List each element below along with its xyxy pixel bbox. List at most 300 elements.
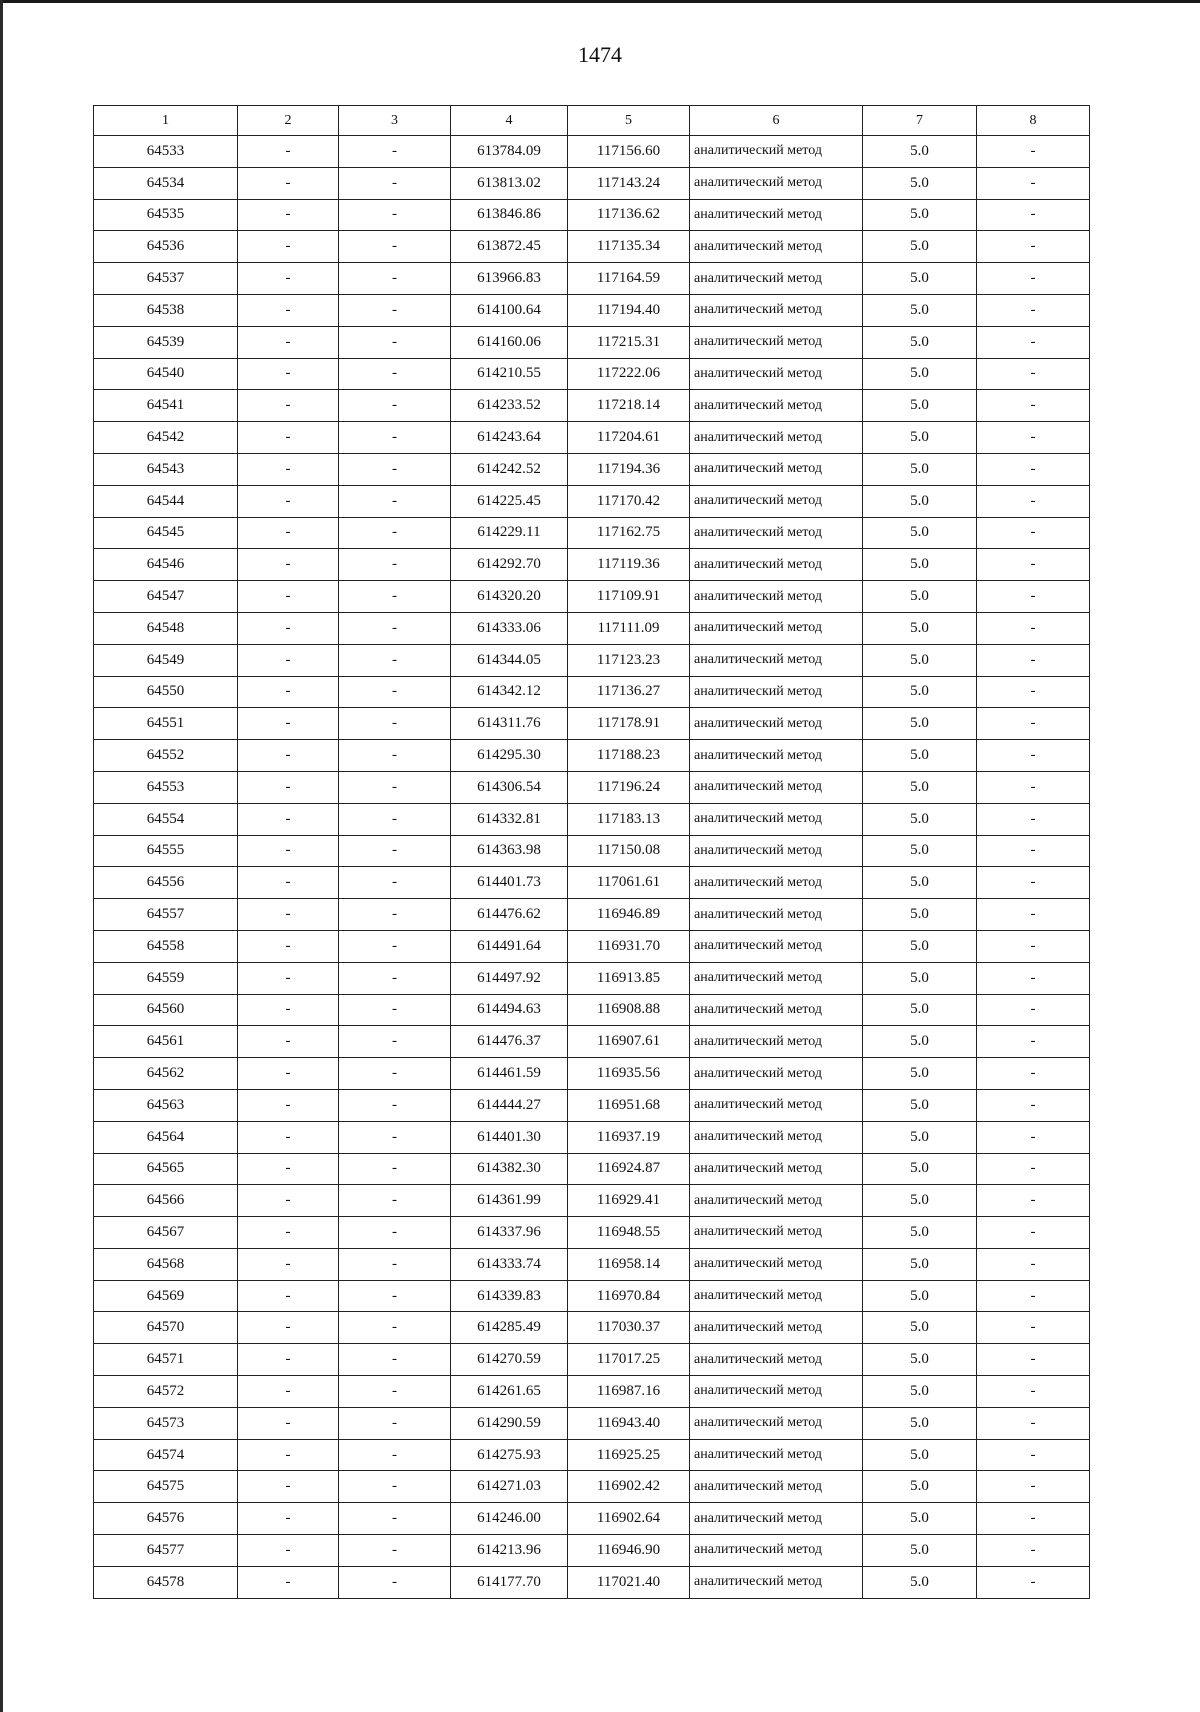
y-coordinate-cell: 117156.60	[568, 136, 690, 168]
x-coordinate-cell: 614229.11	[451, 517, 568, 549]
col-2-value-cell: -	[238, 708, 339, 740]
table-row	[94, 294, 1090, 326]
x-coordinate-cell: 614342.12	[451, 676, 568, 708]
point-number-cell: 64549	[94, 644, 238, 676]
y-coordinate-cell: 116902.64	[568, 1503, 690, 1535]
table-row	[94, 1471, 1090, 1503]
accuracy-cell: 5.0	[863, 1503, 977, 1535]
point-number-cell: 64557	[94, 899, 238, 931]
table-row	[94, 390, 1090, 422]
y-coordinate-cell: 116946.89	[568, 899, 690, 931]
point-number-cell: 64540	[94, 358, 238, 390]
x-coordinate-cell: 614494.63	[451, 994, 568, 1026]
col-2-value-cell: -	[238, 390, 339, 422]
method-cell: аналитический метод	[690, 294, 863, 326]
col-2-value-cell: -	[238, 1089, 339, 1121]
col-8-value-cell: -	[977, 1439, 1090, 1471]
accuracy-cell: 5.0	[863, 1407, 977, 1439]
method-cell: аналитический метод	[690, 835, 863, 867]
x-coordinate-cell: 614210.55	[451, 358, 568, 390]
point-number-cell: 64538	[94, 294, 238, 326]
column-header-1: 1	[94, 106, 238, 136]
col-2-value-cell: -	[238, 1503, 339, 1535]
accuracy-cell: 5.0	[863, 899, 977, 931]
y-coordinate-cell: 117204.61	[568, 422, 690, 454]
col-3-value-cell: -	[339, 1026, 451, 1058]
col-3-value-cell: -	[339, 581, 451, 613]
col-8-value-cell: -	[977, 1344, 1090, 1376]
col-3-value-cell: -	[339, 1153, 451, 1185]
x-coordinate-cell: 614337.96	[451, 1217, 568, 1249]
accuracy-cell: 5.0	[863, 1153, 977, 1185]
method-cell: аналитический метод	[690, 136, 863, 168]
table-row	[94, 453, 1090, 485]
method-cell: аналитический метод	[690, 549, 863, 581]
x-coordinate-cell: 614290.59	[451, 1407, 568, 1439]
col-2-value-cell: -	[238, 1280, 339, 1312]
point-number-cell: 64559	[94, 962, 238, 994]
y-coordinate-cell: 116913.85	[568, 962, 690, 994]
table-row	[94, 1566, 1090, 1598]
method-cell: аналитический метод	[690, 803, 863, 835]
accuracy-cell: 5.0	[863, 867, 977, 899]
col-8-value-cell: -	[977, 1535, 1090, 1567]
point-number-cell: 64565	[94, 1153, 238, 1185]
method-cell: аналитический метод	[690, 962, 863, 994]
col-3-value-cell: -	[339, 358, 451, 390]
method-cell: аналитический метод	[690, 1026, 863, 1058]
col-2-value-cell: -	[238, 612, 339, 644]
point-number-cell: 64554	[94, 803, 238, 835]
accuracy-cell: 5.0	[863, 930, 977, 962]
col-3-value-cell: -	[339, 867, 451, 899]
col-2-value-cell: -	[238, 1344, 339, 1376]
table-row	[94, 1376, 1090, 1408]
col-8-value-cell: -	[977, 740, 1090, 772]
table-row	[94, 1089, 1090, 1121]
accuracy-cell: 5.0	[863, 1566, 977, 1598]
col-8-value-cell: -	[977, 835, 1090, 867]
col-2-value-cell: -	[238, 517, 339, 549]
col-2-value-cell: -	[238, 994, 339, 1026]
table-body	[94, 136, 1090, 1599]
col-8-value-cell: -	[977, 199, 1090, 231]
col-2-value-cell: -	[238, 867, 339, 899]
col-8-value-cell: -	[977, 994, 1090, 1026]
table-row	[94, 326, 1090, 358]
point-number-cell: 64576	[94, 1503, 238, 1535]
col-2-value-cell: -	[238, 644, 339, 676]
x-coordinate-cell: 614271.03	[451, 1471, 568, 1503]
col-3-value-cell: -	[339, 1407, 451, 1439]
point-number-cell: 64543	[94, 453, 238, 485]
y-coordinate-cell: 117194.40	[568, 294, 690, 326]
x-coordinate-cell: 614246.00	[451, 1503, 568, 1535]
x-coordinate-cell: 614311.76	[451, 708, 568, 740]
x-coordinate-cell: 614233.52	[451, 390, 568, 422]
y-coordinate-cell: 117150.08	[568, 835, 690, 867]
y-coordinate-cell: 116951.68	[568, 1089, 690, 1121]
point-number-cell: 64577	[94, 1535, 238, 1567]
method-cell: аналитический метод	[690, 1376, 863, 1408]
col-2-value-cell: -	[238, 1058, 339, 1090]
col-8-value-cell: -	[977, 1026, 1090, 1058]
accuracy-cell: 5.0	[863, 1471, 977, 1503]
accuracy-cell: 5.0	[863, 231, 977, 263]
point-number-cell: 64575	[94, 1471, 238, 1503]
table-row	[94, 867, 1090, 899]
page-number: 1474	[578, 42, 622, 67]
accuracy-cell: 5.0	[863, 199, 977, 231]
table-row	[94, 1535, 1090, 1567]
method-cell: аналитический метод	[690, 485, 863, 517]
col-3-value-cell: -	[339, 390, 451, 422]
col-3-value-cell: -	[339, 771, 451, 803]
table-row	[94, 485, 1090, 517]
accuracy-cell: 5.0	[863, 1089, 977, 1121]
accuracy-cell: 5.0	[863, 1217, 977, 1249]
x-coordinate-cell: 613966.83	[451, 263, 568, 295]
x-coordinate-cell: 614261.65	[451, 1376, 568, 1408]
point-number-cell: 64550	[94, 676, 238, 708]
method-cell: аналитический метод	[690, 1503, 863, 1535]
table-row	[94, 1439, 1090, 1471]
scan-top-edge	[0, 0, 1200, 3]
accuracy-cell: 5.0	[863, 453, 977, 485]
col-2-value-cell: -	[238, 1121, 339, 1153]
method-cell: аналитический метод	[690, 612, 863, 644]
accuracy-cell: 5.0	[863, 422, 977, 454]
col-2-value-cell: -	[238, 199, 339, 231]
col-8-value-cell: -	[977, 1471, 1090, 1503]
accuracy-cell: 5.0	[863, 676, 977, 708]
y-coordinate-cell: 116935.56	[568, 1058, 690, 1090]
x-coordinate-cell: 614363.98	[451, 835, 568, 867]
accuracy-cell: 5.0	[863, 581, 977, 613]
accuracy-cell: 5.0	[863, 1026, 977, 1058]
col-3-value-cell: -	[339, 899, 451, 931]
method-cell: аналитический метод	[690, 517, 863, 549]
table-row	[94, 231, 1090, 263]
col-8-value-cell: -	[977, 771, 1090, 803]
y-coordinate-cell: 117183.13	[568, 803, 690, 835]
accuracy-cell: 5.0	[863, 1312, 977, 1344]
column-header-5: 5	[568, 106, 690, 136]
point-number-cell: 64545	[94, 517, 238, 549]
table-row	[94, 1185, 1090, 1217]
table-row	[94, 1248, 1090, 1280]
y-coordinate-cell: 117109.91	[568, 581, 690, 613]
col-2-value-cell: -	[238, 1312, 339, 1344]
col-3-value-cell: -	[339, 1439, 451, 1471]
y-coordinate-cell: 116948.55	[568, 1217, 690, 1249]
col-8-value-cell: -	[977, 1503, 1090, 1535]
accuracy-cell: 5.0	[863, 1185, 977, 1217]
table-row	[94, 1153, 1090, 1185]
point-number-cell: 64571	[94, 1344, 238, 1376]
method-cell: аналитический метод	[690, 708, 863, 740]
col-8-value-cell: -	[977, 1566, 1090, 1598]
point-number-cell: 64553	[94, 771, 238, 803]
col-8-value-cell: -	[977, 1407, 1090, 1439]
table-row	[94, 1312, 1090, 1344]
col-2-value-cell: -	[238, 1217, 339, 1249]
y-coordinate-cell: 116946.90	[568, 1535, 690, 1567]
col-3-value-cell: -	[339, 1185, 451, 1217]
col-2-value-cell: -	[238, 1185, 339, 1217]
table-row	[94, 644, 1090, 676]
table-row	[94, 740, 1090, 772]
method-cell: аналитический метод	[690, 771, 863, 803]
accuracy-cell: 5.0	[863, 485, 977, 517]
point-number-cell: 64564	[94, 1121, 238, 1153]
col-3-value-cell: -	[339, 1058, 451, 1090]
accuracy-cell: 5.0	[863, 644, 977, 676]
col-8-value-cell: -	[977, 1185, 1090, 1217]
x-coordinate-cell: 614491.64	[451, 930, 568, 962]
col-8-value-cell: -	[977, 136, 1090, 168]
x-coordinate-cell: 614242.52	[451, 453, 568, 485]
col-2-value-cell: -	[238, 263, 339, 295]
col-3-value-cell: -	[339, 294, 451, 326]
point-number-cell: 64572	[94, 1376, 238, 1408]
col-2-value-cell: -	[238, 294, 339, 326]
col-8-value-cell: -	[977, 422, 1090, 454]
point-number-cell: 64547	[94, 581, 238, 613]
x-coordinate-cell: 614243.64	[451, 422, 568, 454]
col-3-value-cell: -	[339, 1535, 451, 1567]
col-8-value-cell: -	[977, 390, 1090, 422]
accuracy-cell: 5.0	[863, 1121, 977, 1153]
col-8-value-cell: -	[977, 1312, 1090, 1344]
col-3-value-cell: -	[339, 1121, 451, 1153]
method-cell: аналитический метод	[690, 1471, 863, 1503]
col-8-value-cell: -	[977, 358, 1090, 390]
method-cell: аналитический метод	[690, 581, 863, 613]
column-header-4: 4	[451, 106, 568, 136]
point-number-cell: 64536	[94, 231, 238, 263]
col-2-value-cell: -	[238, 962, 339, 994]
x-coordinate-cell: 614333.06	[451, 612, 568, 644]
y-coordinate-cell: 116931.70	[568, 930, 690, 962]
col-8-value-cell: -	[977, 1217, 1090, 1249]
accuracy-cell: 5.0	[863, 835, 977, 867]
col-2-value-cell: -	[238, 485, 339, 517]
y-coordinate-cell: 116902.42	[568, 1471, 690, 1503]
y-coordinate-cell: 116987.16	[568, 1376, 690, 1408]
x-coordinate-cell: 614225.45	[451, 485, 568, 517]
table-row	[94, 549, 1090, 581]
accuracy-cell: 5.0	[863, 167, 977, 199]
col-3-value-cell: -	[339, 930, 451, 962]
table-row	[94, 899, 1090, 931]
method-cell: аналитический метод	[690, 644, 863, 676]
method-cell: аналитический метод	[690, 676, 863, 708]
point-number-cell: 64551	[94, 708, 238, 740]
col-2-value-cell: -	[238, 1153, 339, 1185]
point-number-cell: 64542	[94, 422, 238, 454]
col-3-value-cell: -	[339, 167, 451, 199]
table-row	[94, 708, 1090, 740]
x-coordinate-cell: 614382.30	[451, 1153, 568, 1185]
col-8-value-cell: -	[977, 167, 1090, 199]
table-row	[94, 1058, 1090, 1090]
col-3-value-cell: -	[339, 676, 451, 708]
col-8-value-cell: -	[977, 485, 1090, 517]
col-2-value-cell: -	[238, 740, 339, 772]
table-row	[94, 1407, 1090, 1439]
point-number-cell: 64544	[94, 485, 238, 517]
accuracy-cell: 5.0	[863, 1344, 977, 1376]
accuracy-cell: 5.0	[863, 390, 977, 422]
point-number-cell: 64558	[94, 930, 238, 962]
x-coordinate-cell: 614270.59	[451, 1344, 568, 1376]
col-3-value-cell: -	[339, 422, 451, 454]
accuracy-cell: 5.0	[863, 294, 977, 326]
col-2-value-cell: -	[238, 453, 339, 485]
column-header-7: 7	[863, 106, 977, 136]
method-cell: аналитический метод	[690, 1153, 863, 1185]
table-row	[94, 199, 1090, 231]
point-number-cell: 64561	[94, 1026, 238, 1058]
accuracy-cell: 5.0	[863, 263, 977, 295]
col-8-value-cell: -	[977, 1280, 1090, 1312]
y-coordinate-cell: 117030.37	[568, 1312, 690, 1344]
y-coordinate-cell: 117017.25	[568, 1344, 690, 1376]
accuracy-cell: 5.0	[863, 994, 977, 1026]
point-number-cell: 64552	[94, 740, 238, 772]
col-2-value-cell: -	[238, 1376, 339, 1408]
point-number-cell: 64569	[94, 1280, 238, 1312]
x-coordinate-cell: 614333.74	[451, 1248, 568, 1280]
table-row	[94, 1217, 1090, 1249]
method-cell: аналитический метод	[690, 1344, 863, 1376]
col-2-value-cell: -	[238, 899, 339, 931]
point-number-cell: 64578	[94, 1566, 238, 1598]
method-cell: аналитический метод	[690, 1312, 863, 1344]
x-coordinate-cell: 614444.27	[451, 1089, 568, 1121]
y-coordinate-cell: 117143.24	[568, 167, 690, 199]
x-coordinate-cell: 614285.49	[451, 1312, 568, 1344]
method-cell: аналитический метод	[690, 1535, 863, 1567]
point-number-cell: 64535	[94, 199, 238, 231]
accuracy-cell: 5.0	[863, 708, 977, 740]
scan-left-edge	[0, 0, 3, 1712]
table-row	[94, 1503, 1090, 1535]
accuracy-cell: 5.0	[863, 771, 977, 803]
col-2-value-cell: -	[238, 1471, 339, 1503]
table-row	[94, 136, 1090, 168]
col-3-value-cell: -	[339, 549, 451, 581]
col-3-value-cell: -	[339, 740, 451, 772]
y-coordinate-cell: 116908.88	[568, 994, 690, 1026]
y-coordinate-cell: 117136.62	[568, 199, 690, 231]
col-3-value-cell: -	[339, 1471, 451, 1503]
table-row	[94, 263, 1090, 295]
col-3-value-cell: -	[339, 136, 451, 168]
col-2-value-cell: -	[238, 326, 339, 358]
col-8-value-cell: -	[977, 644, 1090, 676]
x-coordinate-cell: 614401.30	[451, 1121, 568, 1153]
table-row	[94, 994, 1090, 1026]
col-2-value-cell: -	[238, 1439, 339, 1471]
method-cell: аналитический метод	[690, 1217, 863, 1249]
x-coordinate-cell: 614320.20	[451, 581, 568, 613]
col-2-value-cell: -	[238, 167, 339, 199]
y-coordinate-cell: 116958.14	[568, 1248, 690, 1280]
method-cell: аналитический метод	[690, 930, 863, 962]
x-coordinate-cell: 614361.99	[451, 1185, 568, 1217]
point-number-cell: 64555	[94, 835, 238, 867]
y-coordinate-cell: 117135.34	[568, 231, 690, 263]
column-header-8: 8	[977, 106, 1090, 136]
point-number-cell: 64568	[94, 1248, 238, 1280]
col-3-value-cell: -	[339, 326, 451, 358]
coordinates-table	[93, 105, 1090, 1599]
method-cell: аналитический метод	[690, 326, 863, 358]
col-2-value-cell: -	[238, 771, 339, 803]
accuracy-cell: 5.0	[863, 962, 977, 994]
method-cell: аналитический метод	[690, 167, 863, 199]
accuracy-cell: 5.0	[863, 1376, 977, 1408]
y-coordinate-cell: 117215.31	[568, 326, 690, 358]
x-coordinate-cell: 614100.64	[451, 294, 568, 326]
point-number-cell: 64573	[94, 1407, 238, 1439]
table-row	[94, 803, 1090, 835]
table-row	[94, 612, 1090, 644]
accuracy-cell: 5.0	[863, 1535, 977, 1567]
x-coordinate-cell: 614344.05	[451, 644, 568, 676]
col-2-value-cell: -	[238, 676, 339, 708]
col-8-value-cell: -	[977, 962, 1090, 994]
x-coordinate-cell: 614177.70	[451, 1566, 568, 1598]
col-3-value-cell: -	[339, 1280, 451, 1312]
point-number-cell: 64570	[94, 1312, 238, 1344]
col-8-value-cell: -	[977, 1058, 1090, 1090]
method-cell: аналитический метод	[690, 422, 863, 454]
col-2-value-cell: -	[238, 1026, 339, 1058]
col-2-value-cell: -	[238, 136, 339, 168]
method-cell: аналитический метод	[690, 231, 863, 263]
col-8-value-cell: -	[977, 930, 1090, 962]
method-cell: аналитический метод	[690, 740, 863, 772]
accuracy-cell: 5.0	[863, 549, 977, 581]
col-3-value-cell: -	[339, 1376, 451, 1408]
point-number-cell: 64548	[94, 612, 238, 644]
col-3-value-cell: -	[339, 644, 451, 676]
point-number-cell: 64562	[94, 1058, 238, 1090]
accuracy-cell: 5.0	[863, 1058, 977, 1090]
col-8-value-cell: -	[977, 708, 1090, 740]
accuracy-cell: 5.0	[863, 1439, 977, 1471]
col-2-value-cell: -	[238, 422, 339, 454]
x-coordinate-cell: 613813.02	[451, 167, 568, 199]
table-row	[94, 358, 1090, 390]
col-8-value-cell: -	[977, 294, 1090, 326]
x-coordinate-cell: 614292.70	[451, 549, 568, 581]
x-coordinate-cell: 614401.73	[451, 867, 568, 899]
y-coordinate-cell: 117170.42	[568, 485, 690, 517]
y-coordinate-cell: 117123.23	[568, 644, 690, 676]
col-3-value-cell: -	[339, 994, 451, 1026]
point-number-cell: 64566	[94, 1185, 238, 1217]
x-coordinate-cell: 614295.30	[451, 740, 568, 772]
col-3-value-cell: -	[339, 708, 451, 740]
col-3-value-cell: -	[339, 517, 451, 549]
table-row	[94, 1344, 1090, 1376]
col-3-value-cell: -	[339, 803, 451, 835]
col-3-value-cell: -	[339, 612, 451, 644]
